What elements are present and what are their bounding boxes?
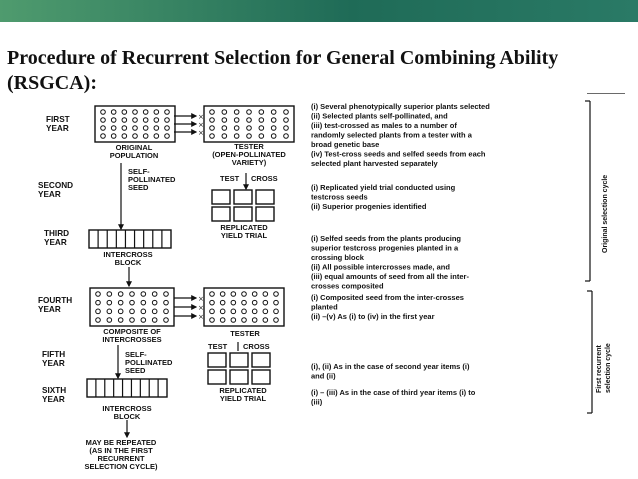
plant-dot [242, 318, 247, 323]
plant-dot [154, 110, 159, 115]
cross-mark: × [198, 313, 204, 321]
plant-dot [210, 309, 215, 314]
plant-dot [234, 126, 239, 131]
plant-dot [210, 134, 215, 139]
plant-dot [164, 300, 169, 305]
steps-year-1: (i) Several phenotypically superior plants selected (ii) Selected plants self-pollinated, and (iii) test-crossed as males to a number of randomly selected plants from a tester with a broad genetic base (iv) Test-cross seeds and selfed seeds from each selected plant harvested separately [311, 102, 490, 168]
plant-dot [165, 118, 170, 123]
plant-dot [220, 300, 225, 305]
steps-year-3: (i) Selfed seeds from the plants producing superior testcross progenies planted in a crossing block (ii) All possible intercrosses made, and (iii) equal amounts of seed from all the inter-crosses composited [311, 234, 469, 291]
cross-mark: × [198, 121, 204, 129]
plant-dot [111, 118, 116, 123]
plant-dot [133, 110, 138, 115]
plant-dot [154, 126, 159, 131]
plant-dot [133, 134, 138, 139]
cross-mark: × [198, 113, 204, 121]
plant-dot [107, 292, 112, 297]
yield-trial-plot-2 [252, 370, 270, 384]
plant-dot [141, 318, 146, 323]
plant-dot [133, 126, 138, 131]
year-label-first: FIRST YEAR [46, 115, 70, 133]
plant-dot [164, 309, 169, 314]
plant-dot [165, 134, 170, 139]
plant-dot [96, 292, 101, 297]
composite-label: COMPOSITE OF INTERCROSSES [102, 327, 162, 344]
plant-dot [96, 318, 101, 323]
plant-dot [263, 309, 268, 314]
plant-dot [111, 110, 116, 115]
plant-dot [210, 110, 215, 115]
plant-dot [274, 300, 279, 305]
plant-dot [122, 118, 127, 123]
plant-dot [152, 300, 157, 305]
plant-dot [247, 118, 252, 123]
plant-dot [101, 118, 106, 123]
plant-dot [263, 318, 268, 323]
plant-dot [107, 309, 112, 314]
plant-dot [143, 126, 148, 131]
steps-year-4: (i) Composited seed from the inter-crosses planted (ii) –(v) As (i) to (iv) in the first year [311, 293, 464, 321]
page-title: Procedure of Recurrent Selection for General Combining Ability (RSGCA): [7, 47, 559, 94]
plant-dot [263, 292, 268, 297]
steps-year-2: (i) Replicated yield trial conducted using testcross seeds (ii) Superior progenies identified [311, 183, 456, 211]
plant-dot [220, 292, 225, 297]
plant-dot [210, 118, 215, 123]
tester-2-label: TESTER [230, 329, 260, 338]
cycle-label-original: Original selection cycle [602, 174, 609, 253]
plant-dot [222, 126, 227, 131]
plant-dot [252, 318, 257, 323]
yield-trial-plot-1 [212, 190, 230, 204]
plant-dot [130, 292, 135, 297]
plant-dot [122, 134, 127, 139]
plant-dot [133, 118, 138, 123]
plant-dot [107, 318, 112, 323]
recurrent-selection-diagram [0, 93, 638, 479]
yield-trial-plot-2 [230, 370, 248, 384]
plant-dot [210, 300, 215, 305]
self-pollinated-seed-2-label: SELF-POLLINATED SEED [125, 350, 173, 375]
plant-dot [96, 309, 101, 314]
plant-dot [259, 126, 264, 131]
yield-trial-plot-1 [234, 207, 252, 221]
cross-mark: × [198, 129, 204, 137]
plant-dot [118, 309, 123, 314]
cross-label-1: CROSS [251, 174, 278, 183]
plant-dot [101, 134, 106, 139]
plant-dot [284, 110, 289, 115]
plant-dot [252, 292, 257, 297]
plant-dot [252, 300, 257, 305]
cross-mark: × [198, 304, 204, 312]
yield-trial-plot-1 [234, 190, 252, 204]
plant-dot [247, 110, 252, 115]
plant-dot [259, 110, 264, 115]
plant-dot [222, 110, 227, 115]
plant-dot [111, 126, 116, 131]
plant-dot [152, 318, 157, 323]
plant-dot [165, 110, 170, 115]
plant-dot [143, 110, 148, 115]
tester-1-label: TESTER (OPEN-POLLINATED VARIETY) [212, 142, 286, 167]
yield-trial-plot-1 [256, 207, 274, 221]
plant-dot [274, 309, 279, 314]
replicated-yield-trial-1-label: REPLICATED YIELD TRIAL [220, 223, 268, 240]
plant-dot [143, 118, 148, 123]
plant-dot [101, 126, 106, 131]
original-population-label: ORIGINAL POPULATION [109, 143, 159, 160]
plant-dot [130, 300, 135, 305]
intercross-block-1 [89, 230, 171, 248]
year-label-second: SECOND YEAR [38, 181, 74, 199]
yield-trial-plot-2 [208, 353, 226, 367]
cross-label-2: CROSS [243, 342, 270, 351]
plant-dot [96, 300, 101, 305]
plant-dot [242, 309, 247, 314]
steps-year-5: (i), (ii) As in the case of second year items (i) and (ii) [311, 362, 470, 381]
plant-dot [222, 118, 227, 123]
self-pollinated-seed-1-label: SELF-POLLINATED SEED [128, 167, 176, 192]
plant-dot [122, 126, 127, 131]
plant-dot [154, 118, 159, 123]
plant-dot [252, 309, 257, 314]
plant-dot [222, 134, 227, 139]
plant-dot [118, 300, 123, 305]
plant-dot [242, 292, 247, 297]
plant-dot [154, 134, 159, 139]
plant-dot [247, 126, 252, 131]
plant-dot [210, 292, 215, 297]
replicated-yield-trial-2-label: REPLICATED YIELD TRIAL [219, 386, 267, 403]
plant-dot [101, 110, 106, 115]
year-label-third: THIRD YEAR [44, 229, 70, 247]
plant-dot [107, 300, 112, 305]
plant-dot [274, 318, 279, 323]
cross-mark: × [198, 295, 204, 303]
plant-dot [210, 126, 215, 131]
plant-dot [141, 300, 146, 305]
plant-dot [220, 309, 225, 314]
intercross-block-2-label: INTERCROSS BLOCK [102, 404, 152, 421]
plant-dot [242, 300, 247, 305]
plant-dot [234, 118, 239, 123]
intercross-block-2 [87, 379, 167, 397]
yield-trial-plot-1 [212, 207, 230, 221]
plant-dot [141, 292, 146, 297]
plant-dot [130, 318, 135, 323]
plant-dot [247, 134, 252, 139]
plant-dot [271, 110, 276, 115]
year-label-fifth: FIFTH YEAR [42, 350, 66, 368]
plant-dot [143, 134, 148, 139]
year-label-sixth: SIXTH YEAR [42, 386, 67, 404]
may-be-repeated-label: MAY BE REPEATED (AS IN THE FIRST RECURRENT SELECTION CYCLE) [84, 438, 158, 471]
plant-dot [234, 110, 239, 115]
plant-dot [111, 134, 116, 139]
steps-year-6: (i) – (iii) As in the case of third year items (i) to (iii) [311, 388, 476, 407]
plant-dot [271, 118, 276, 123]
yield-trial-plot-2 [208, 370, 226, 384]
plant-dot [118, 292, 123, 297]
plant-dot [284, 118, 289, 123]
test-label-1: TEST [220, 174, 240, 183]
plant-dot [165, 126, 170, 131]
header-band [0, 0, 638, 22]
plant-dot [231, 318, 236, 323]
plant-dot [130, 309, 135, 314]
cycle-label-first-recurrent: First recurrent selection cycle [596, 343, 612, 393]
plant-dot [164, 292, 169, 297]
yield-trial-plot-1 [256, 190, 274, 204]
plant-dot [284, 134, 289, 139]
plant-dot [271, 134, 276, 139]
intercross-block-1-label: INTERCROSS BLOCK [103, 250, 153, 267]
plant-dot [231, 300, 236, 305]
plant-dot [274, 292, 279, 297]
plant-dot [231, 292, 236, 297]
yield-trial-plot-2 [252, 353, 270, 367]
plant-dot [141, 309, 146, 314]
plant-dot [152, 292, 157, 297]
yield-trial-plot-2 [230, 353, 248, 367]
plant-dot [220, 318, 225, 323]
plant-dot [210, 318, 215, 323]
test-label-2: TEST [208, 342, 228, 351]
plant-dot [259, 118, 264, 123]
plant-dot [259, 134, 264, 139]
plant-dot [271, 126, 276, 131]
plant-dot [118, 318, 123, 323]
plant-dot [122, 110, 127, 115]
year-label-fourth: FOURTH YEAR [38, 296, 73, 314]
plant-dot [284, 126, 289, 131]
plant-dot [231, 309, 236, 314]
plant-dot [234, 134, 239, 139]
plant-dot [152, 309, 157, 314]
plant-dot [164, 318, 169, 323]
plant-dot [263, 300, 268, 305]
